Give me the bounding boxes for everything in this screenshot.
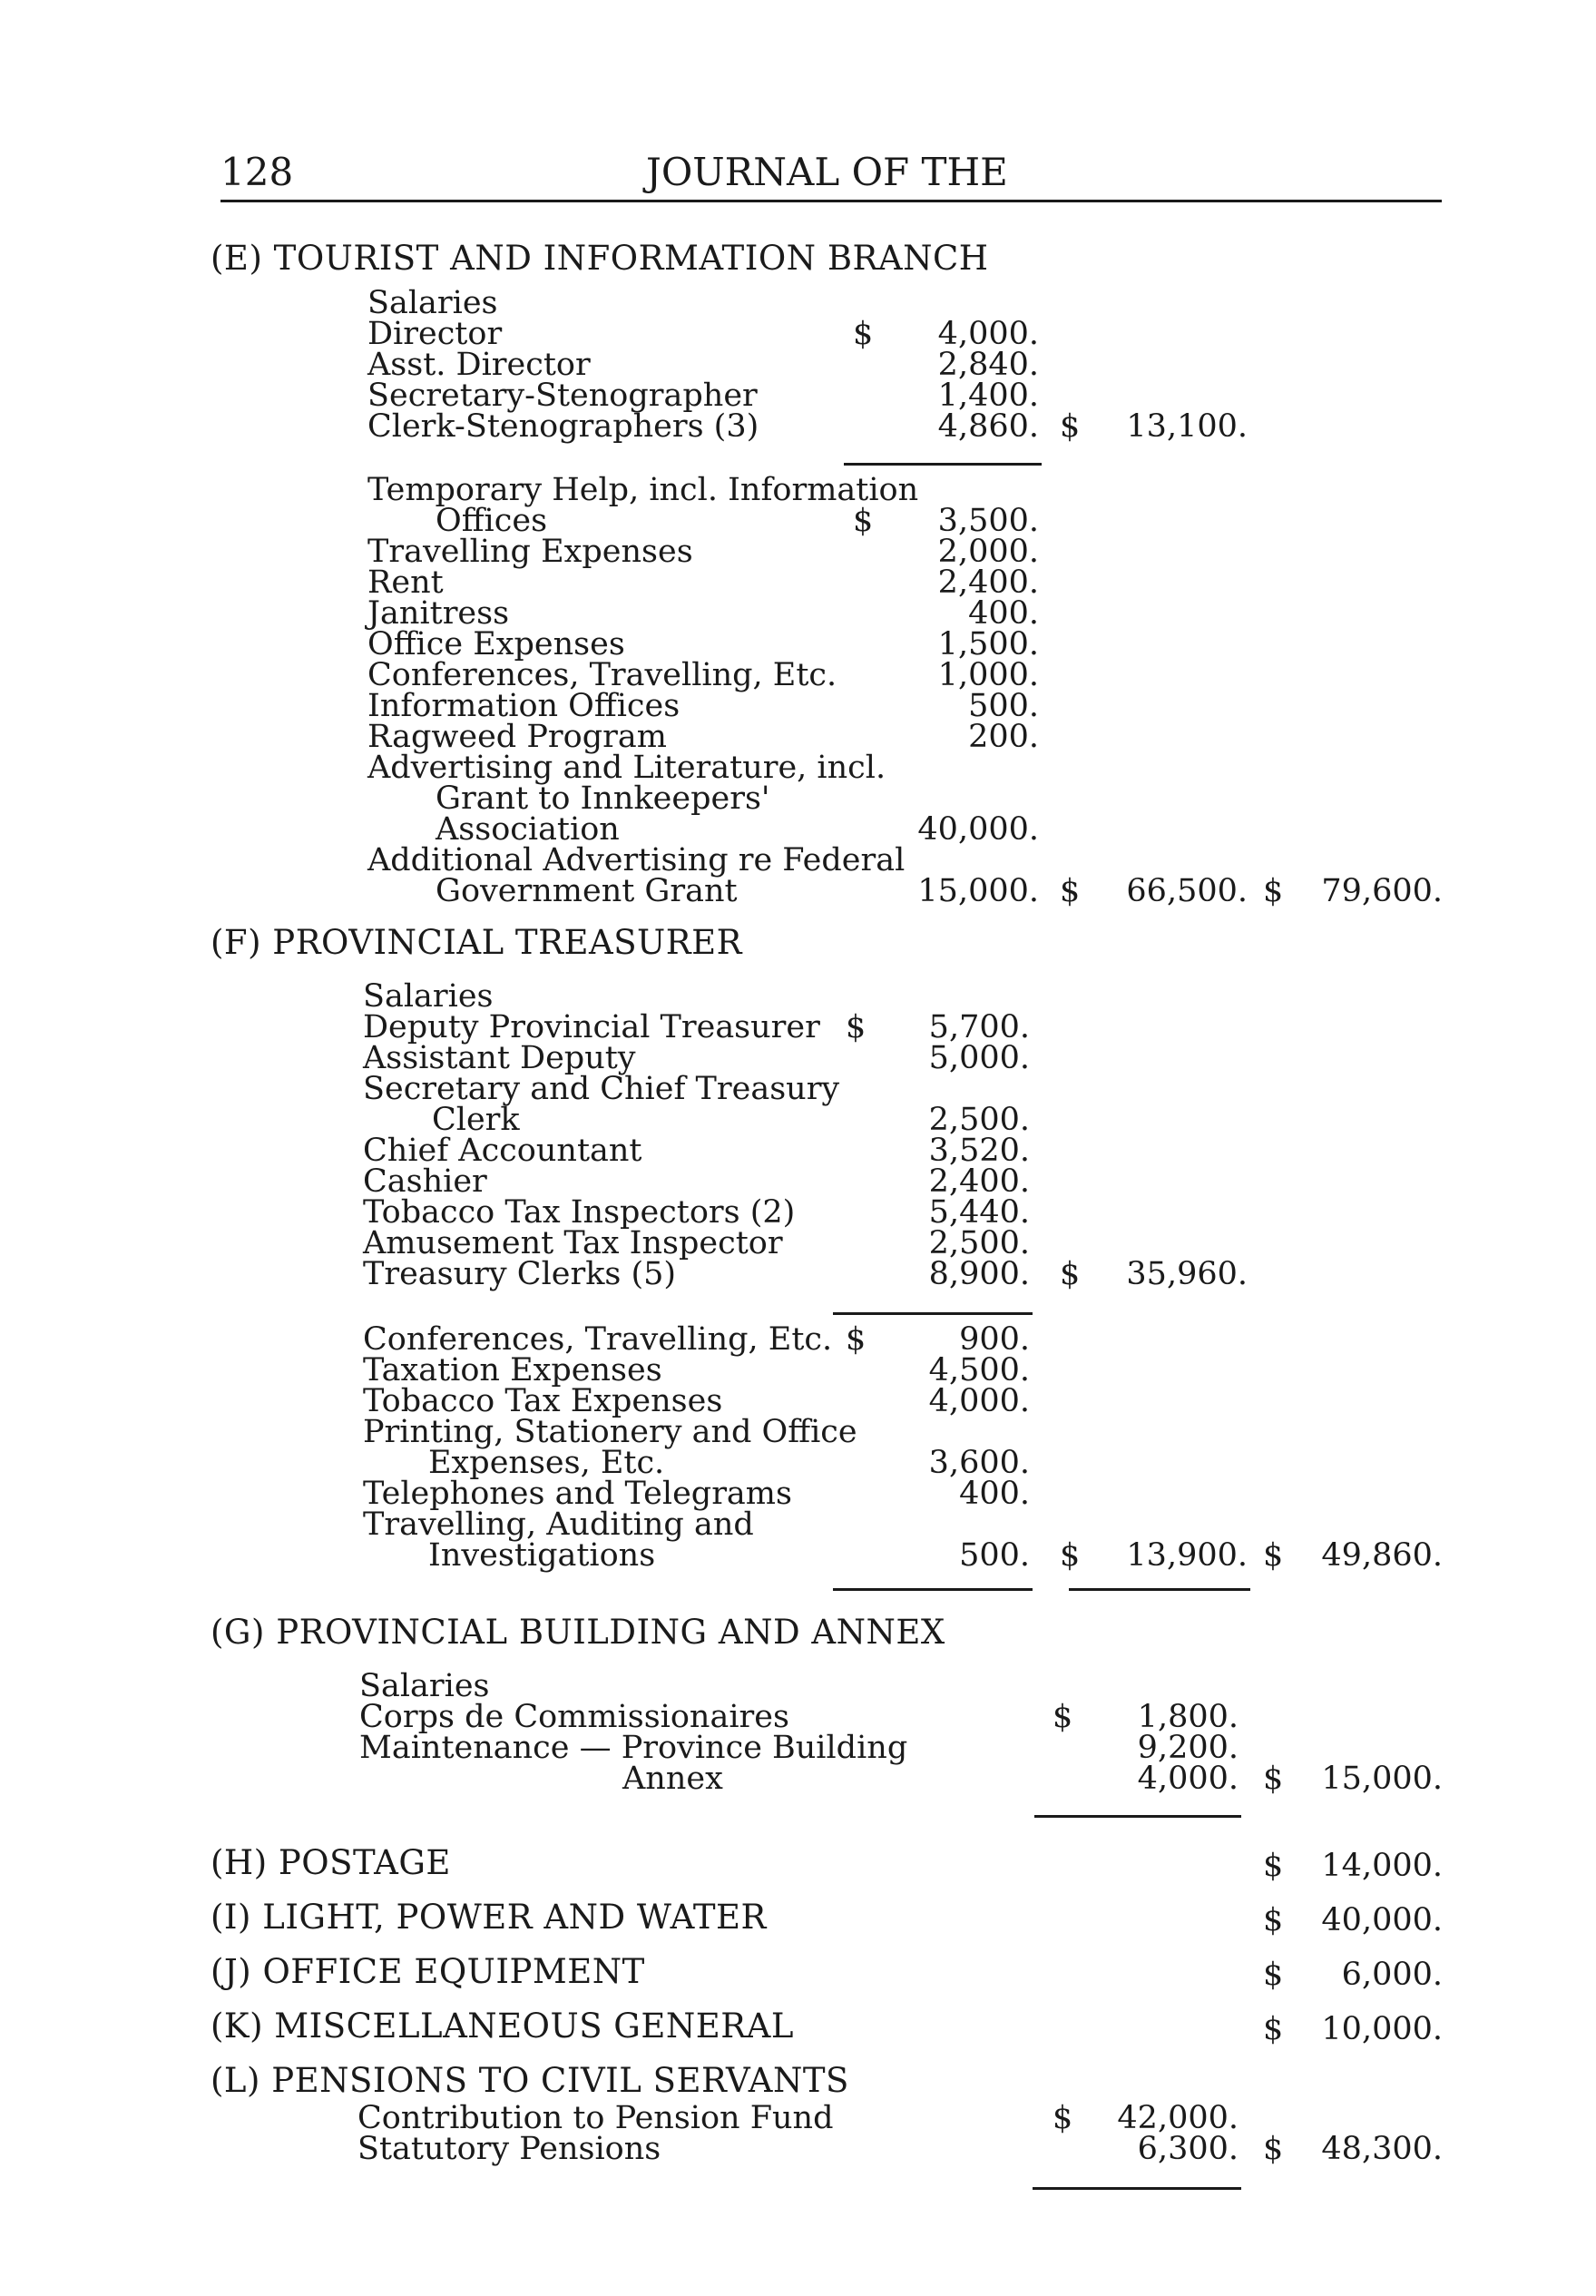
section-total-amount: 6,000.: [1341, 1957, 1443, 1993]
line-item-amount: 500.: [959, 1537, 1030, 1574]
dollar-sign: $: [1263, 2011, 1284, 2047]
line-item-amount: 9,200.: [1137, 1730, 1239, 1766]
dollar-sign: $: [1060, 873, 1081, 909]
page-number: 128: [220, 150, 294, 194]
line-item-amount: 5,700.: [928, 1009, 1030, 1045]
line-item-label: Conferences, Travelling, Etc.: [367, 657, 837, 693]
line-item-label: Conferences, Travelling, Etc.: [363, 1321, 833, 1358]
line-item-label: Office Expenses: [367, 626, 625, 662]
line-item-label: Annex: [622, 1761, 723, 1797]
section-k-heading: (K) MISCELLANEOUS GENERAL: [211, 2007, 794, 2046]
dollar-sign: $: [1263, 1957, 1284, 1993]
line-item-amount: 2,400.: [928, 1163, 1030, 1200]
line-item-label: Assistant Deputy: [363, 1040, 636, 1076]
line-item-label: Advertising and Literature, incl.: [367, 750, 886, 786]
line-item-label: Temporary Help, incl. Information: [367, 472, 919, 508]
line-item-amount: 2,000.: [937, 534, 1039, 570]
line-item-amount: 42,000.: [1117, 2100, 1239, 2136]
line-item-amount: 5,000.: [928, 1040, 1030, 1076]
line-item-amount: 4,000.: [928, 1383, 1030, 1419]
section-i-heading: (I) LIGHT, POWER AND WATER: [211, 1898, 767, 1937]
line-item-label: Association: [436, 811, 620, 848]
line-item-amount: 8,900.: [928, 1256, 1030, 1292]
line-item-label: Investigations: [428, 1537, 656, 1574]
line-item-amount: 2,400.: [937, 564, 1039, 601]
line-item-label: Expenses, Etc.: [428, 1445, 665, 1481]
section-g-heading: (G) PROVINCIAL BUILDING AND ANNEX: [211, 1613, 945, 1652]
line-item-amount: 2,500.: [928, 1102, 1030, 1138]
page-header-title: JOURNAL OF THE: [646, 150, 1008, 194]
section-total-amount: 15,000.: [1321, 1761, 1443, 1797]
subtotal-amount: 13,900.: [1126, 1537, 1248, 1574]
total-rule: [833, 1588, 1033, 1591]
section-e-salaries-label: Salaries: [367, 285, 498, 321]
section-total-amount: 40,000.: [1321, 1902, 1443, 1938]
section-j-heading: (J) OFFICE EQUIPMENT: [211, 1952, 645, 1991]
line-item-amount: 15,000.: [917, 873, 1039, 909]
line-item-label: Secretary and Chief Treasury: [363, 1071, 840, 1107]
line-item-label: Taxation Expenses: [363, 1352, 662, 1388]
line-item-label: Deputy Provincial Treasurer: [363, 1009, 820, 1045]
subtotal-amount: 13,100.: [1126, 408, 1248, 445]
line-item-label: Treasury Clerks (5): [363, 1256, 677, 1292]
line-item-amount: 2,840.: [937, 347, 1039, 383]
line-item-amount: 3,500.: [937, 503, 1039, 539]
line-item-amount: 900.: [959, 1321, 1030, 1358]
line-item-amount: 2,500.: [928, 1225, 1030, 1261]
line-item-label: Telephones and Telegrams: [363, 1476, 792, 1512]
line-item-amount: 3,520.: [928, 1133, 1030, 1169]
line-item-amount: 400.: [968, 595, 1039, 632]
subtotal-amount: 35,960.: [1126, 1256, 1248, 1292]
total-rule: [1069, 1588, 1250, 1591]
line-item-label: Statutory Pensions: [357, 2131, 661, 2167]
line-item-label: Secretary-Stenographer: [367, 378, 758, 414]
dollar-sign: $: [1060, 1256, 1081, 1292]
line-item-amount: 200.: [968, 719, 1039, 755]
dollar-sign: $: [1263, 1902, 1284, 1938]
section-l-heading: (L) PENSIONS TO CIVIL SERVANTS: [211, 2061, 849, 2100]
line-item-amount: 4,860.: [937, 408, 1039, 445]
subtotal-rule: [833, 1312, 1033, 1315]
line-item-amount: 1,000.: [937, 657, 1039, 693]
dollar-sign: $: [853, 316, 874, 352]
section-f-salaries-label: Salaries: [363, 978, 494, 1015]
line-item-amount: 6,300.: [1137, 2131, 1239, 2167]
line-item-label: Tobacco Tax Inspectors (2): [363, 1194, 796, 1231]
line-item-label: Asst. Director: [367, 347, 591, 383]
dollar-sign: $: [1263, 873, 1284, 909]
dollar-sign: $: [1060, 1537, 1081, 1574]
line-item-amount: 1,400.: [937, 378, 1039, 414]
line-item-label: Cashier: [363, 1163, 487, 1200]
line-item-amount: 4,000.: [937, 316, 1039, 352]
dollar-sign: $: [853, 503, 874, 539]
subtotal-amount: 66,500.: [1126, 873, 1248, 909]
line-item-label: Maintenance — Province Building: [359, 1730, 908, 1766]
dollar-sign: $: [1053, 1699, 1073, 1735]
dollar-sign: $: [846, 1321, 867, 1358]
dollar-sign: $: [846, 1009, 867, 1045]
line-item-label: Contribution to Pension Fund: [357, 2100, 834, 2136]
section-total-amount: 10,000.: [1321, 2011, 1443, 2047]
total-rule: [1034, 1815, 1241, 1818]
total-rule: [1033, 2187, 1241, 2190]
line-item-label: Additional Advertising re Federal: [367, 842, 906, 878]
section-total-amount: 48,300.: [1321, 2131, 1443, 2167]
line-item-amount: 1,800.: [1137, 1699, 1239, 1735]
line-item-label: Amusement Tax Inspector: [363, 1225, 783, 1261]
dollar-sign: $: [1263, 1537, 1284, 1574]
header-rule: [220, 200, 1442, 202]
line-item-label: Corps de Commissionaires: [359, 1699, 789, 1735]
line-item-amount: 4,000.: [1137, 1761, 1239, 1797]
section-g-salaries-label: Salaries: [359, 1668, 490, 1704]
line-item-amount: 4,500.: [928, 1352, 1030, 1388]
line-item-amount: 500.: [968, 688, 1039, 724]
section-total-amount: 14,000.: [1321, 1848, 1443, 1884]
line-item-label: Grant to Innkeepers': [436, 780, 770, 817]
dollar-sign: $: [1060, 408, 1081, 445]
line-item-label: Clerk-Stenographers (3): [367, 408, 759, 445]
line-item-label: Information Offices: [367, 688, 681, 724]
section-total-amount: 79,600.: [1321, 873, 1443, 909]
line-item-label: Director: [367, 316, 503, 352]
line-item-label: Chief Accountant: [363, 1133, 642, 1169]
section-h-heading: (H) POSTAGE: [211, 1843, 451, 1882]
line-item-label: Tobacco Tax Expenses: [363, 1383, 723, 1419]
line-item-label: Offices: [436, 503, 548, 539]
line-item-label: Clerk: [432, 1102, 520, 1138]
line-item-label: Travelling, Auditing and: [363, 1506, 754, 1543]
line-item-label: Travelling Expenses: [367, 534, 693, 570]
subtotal-rule: [844, 463, 1042, 466]
section-e-heading: (E) TOURIST AND INFORMATION BRANCH: [211, 239, 989, 278]
line-item-label: Rent: [367, 564, 444, 601]
dollar-sign: $: [1263, 1848, 1284, 1884]
line-item-amount: 5,440.: [928, 1194, 1030, 1231]
line-item-label: Government Grant: [436, 873, 738, 909]
line-item-amount: 1,500.: [937, 626, 1039, 662]
line-item-amount: 3,600.: [928, 1445, 1030, 1481]
line-item-label: Janitress: [367, 595, 510, 632]
line-item-label: Ragweed Program: [367, 719, 667, 755]
section-total-amount: 49,860.: [1321, 1537, 1443, 1574]
dollar-sign: $: [1263, 1761, 1284, 1797]
dollar-sign: $: [1053, 2100, 1073, 2136]
section-f-heading: (F) PROVINCIAL TREASURER: [211, 923, 742, 962]
line-item-amount: 40,000.: [917, 811, 1039, 848]
line-item-amount: 400.: [959, 1476, 1030, 1512]
dollar-sign: $: [1263, 2131, 1284, 2167]
line-item-label: Printing, Stationery and Office: [363, 1414, 857, 1450]
